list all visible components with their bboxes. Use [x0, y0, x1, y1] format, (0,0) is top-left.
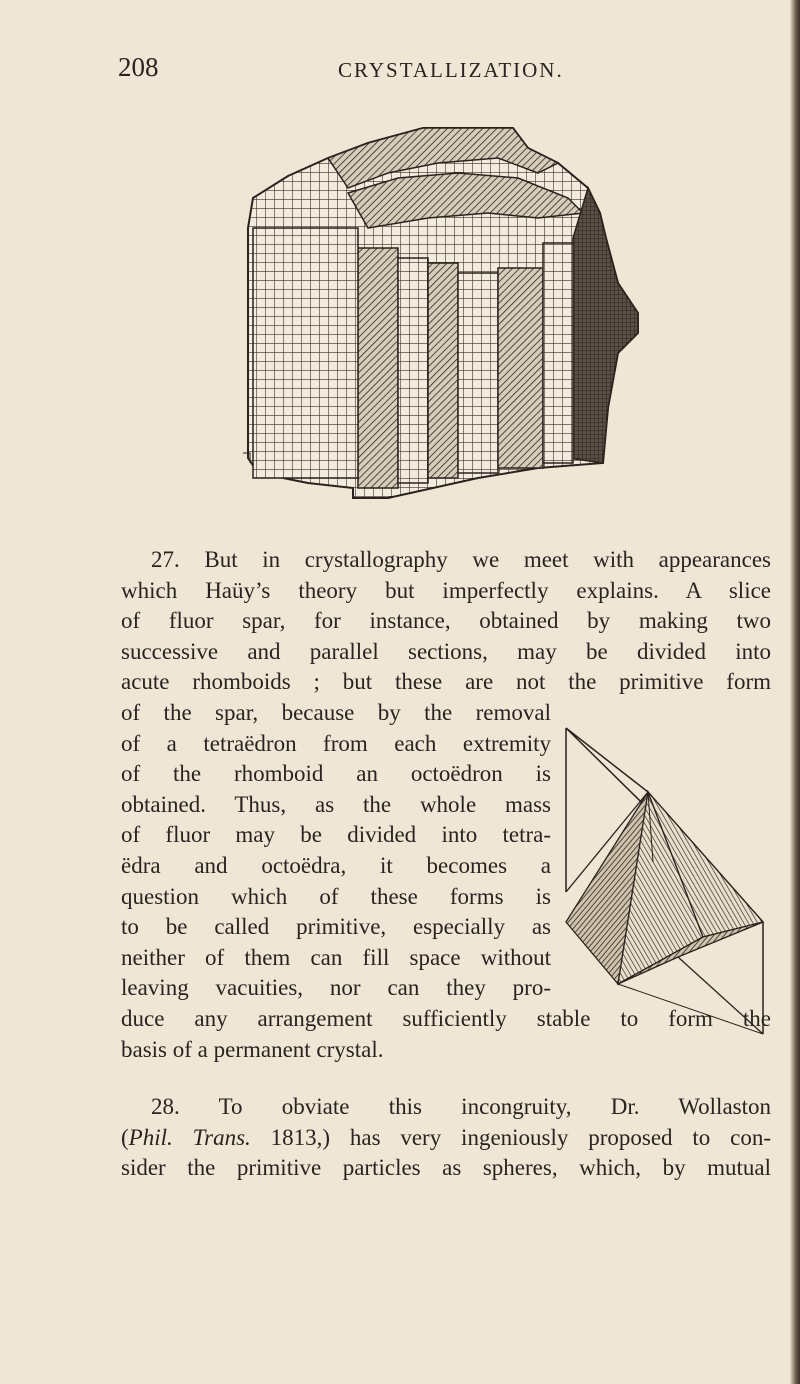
text-line: to be called primitive, especially as	[121, 914, 551, 940]
text-line: sider the primitive particles as spheres, which, by mutual	[121, 1155, 771, 1181]
running-head: CRYSTALLIZATION.	[338, 58, 564, 82]
text-line: 28. To obviate this incongruity, Dr. Wollaston	[151, 1094, 771, 1119]
text-line: duce any arrangement sufficiently stable to form the	[121, 1005, 771, 1031]
text-fragment: (	[121, 1124, 129, 1150]
stepped-cube-crystal-figure	[238, 118, 643, 510]
text-fragment: 1813,) has very ingeniously proposed to con-	[250, 1124, 771, 1150]
text-line: 27. But in crystallography we meet with appearances	[151, 547, 771, 572]
paragraph-27	[121, 545, 771, 1065]
text-line: of the rhomboid an octoëdron is	[121, 761, 551, 787]
text-line: which Haüy’s theory but imperfectly explains. A slice	[121, 577, 771, 603]
page-number: 208	[118, 52, 159, 82]
text-line	[121, 1123, 771, 1154]
text-line: obtained. Thus, as the whole mass	[121, 791, 551, 817]
paragraph-28	[121, 1092, 771, 1184]
text-line: successive and parallel sections, may be divided into	[121, 638, 771, 664]
text-line: acute rhomboids ; but these are not the primitive form	[121, 669, 771, 695]
text-line: of the spar, because by the removal	[121, 699, 551, 725]
page-header	[118, 52, 678, 92]
page-edge-shadow	[790, 0, 800, 1384]
text-line: basis of a permanent crystal.	[121, 1036, 384, 1062]
text-line: of fluor spar, for instance, obtained by making two	[121, 608, 771, 634]
text-line: leaving vacuities, nor can they pro-	[121, 975, 551, 1001]
text-line: of a tetraëdron from each extremity	[121, 730, 551, 756]
text-line: ëdra and octoëdra, it becomes a	[121, 852, 551, 878]
text-line: of fluor may be divided into tetra-	[121, 822, 551, 848]
journal-title: Phil. Trans.	[128, 1124, 251, 1150]
text-line: question which of these forms is	[121, 883, 551, 909]
text-line: neither of them can fill space without	[121, 944, 551, 970]
